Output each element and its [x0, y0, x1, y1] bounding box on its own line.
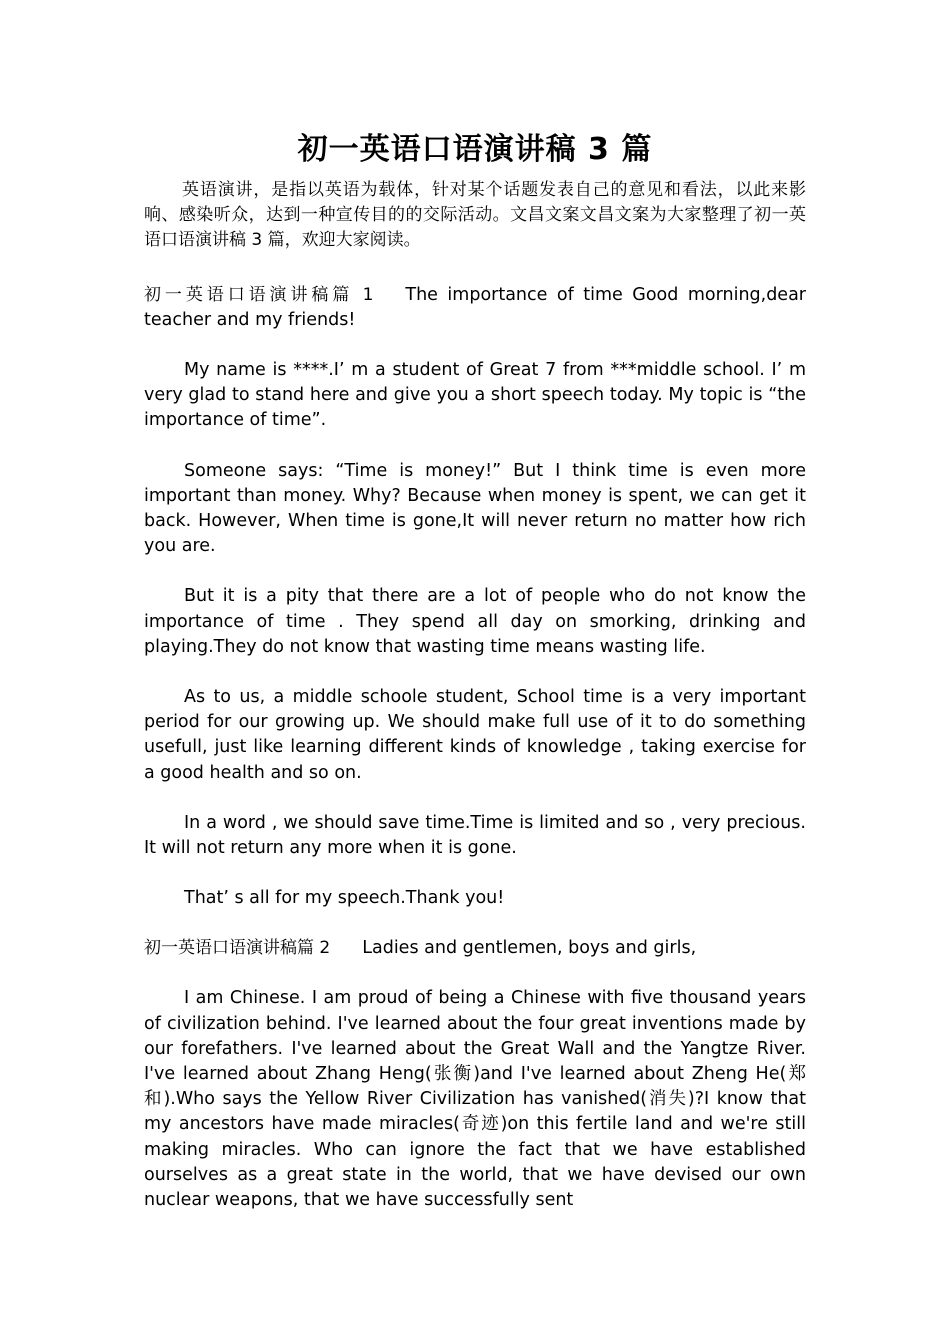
section-1-paragraph-6: That’ s all for my speech.Thank you!: [184, 888, 505, 909]
document-page: [144, 128, 806, 1213]
section-1-paragraph-4: As to us, a middle schoole student, School time is a very important period for our growing up. We should make full use of it to do something usefull, just like learning different kinds of knowledge , taking exercise for a good health and so on.: [144, 687, 806, 783]
section-1-heading-line: [144, 283, 806, 333]
section-1-heading: 初一英语口语演讲稿篇 1: [144, 285, 374, 305]
section-1-paragraph-1: My name is ****.I’ m a student of Great 7 from ***middle school. I’ m very glad to stand here and give you a short speech today. My topic is “the importance of time”.: [144, 360, 806, 431]
section-1-paragraph-3: But it is a pity that there are a lot of people who do not know the importance of time . They spend all day on smorking, drinking and playing.They do not know that wasting time means wasting life.: [144, 586, 806, 657]
section-2-first-line: Ladies and gentlemen, boys and girls,: [362, 938, 697, 959]
section-2-heading-line: [144, 936, 806, 961]
document-title: 初一英语口语演讲稿 3 篇: [297, 132, 653, 167]
intro-paragraph: 英语演讲，是指以英语为载体，针对某个话题发表自己的意见和看法，以此来影响、感染听众，达到一种宣传目的的交际活动。文昌文案文昌文案为大家整理了初一英语口语演讲稿 3 篇，欢迎大家阅读。: [144, 180, 806, 250]
section-1-paragraph-5: In a word , we should save time.Time is limited and so , very precious. It will not return any more when it is gone.: [144, 812, 806, 859]
section-1-first-line: The importance of time Good morning,dear teacher and my friends!: [144, 285, 806, 330]
section-2-heading: 初一英语口语演讲稿篇 2: [144, 938, 331, 959]
section-1-paragraph-2: Someone says: “Time is money!” But I think time is even more important than money. Why? Because when money is spent, we can get it back. However, When time is gone,It will never return no matter how rich you are.: [144, 460, 806, 557]
section-2-paragraph-1: I am Chinese. I am proud of being a Chinese with five thousand years of civilization behind. I've learned about the four great inventions made by our forefathers. I've learned about the Great Wall and the Yangtze River. I've learned about Zhang Heng(张衡)and I've learned about Zheng He(郑和).Who says the Yellow River Civilization has vanished(消失)?I know that my ancestors have made miracles(奇迹)on this fertile land and we're still making miracles. Who can ignore the fact that we have established ourselves as a great state in the world, that we have devised our own nuclear weapons, that we have successfully sent: [144, 988, 806, 1211]
